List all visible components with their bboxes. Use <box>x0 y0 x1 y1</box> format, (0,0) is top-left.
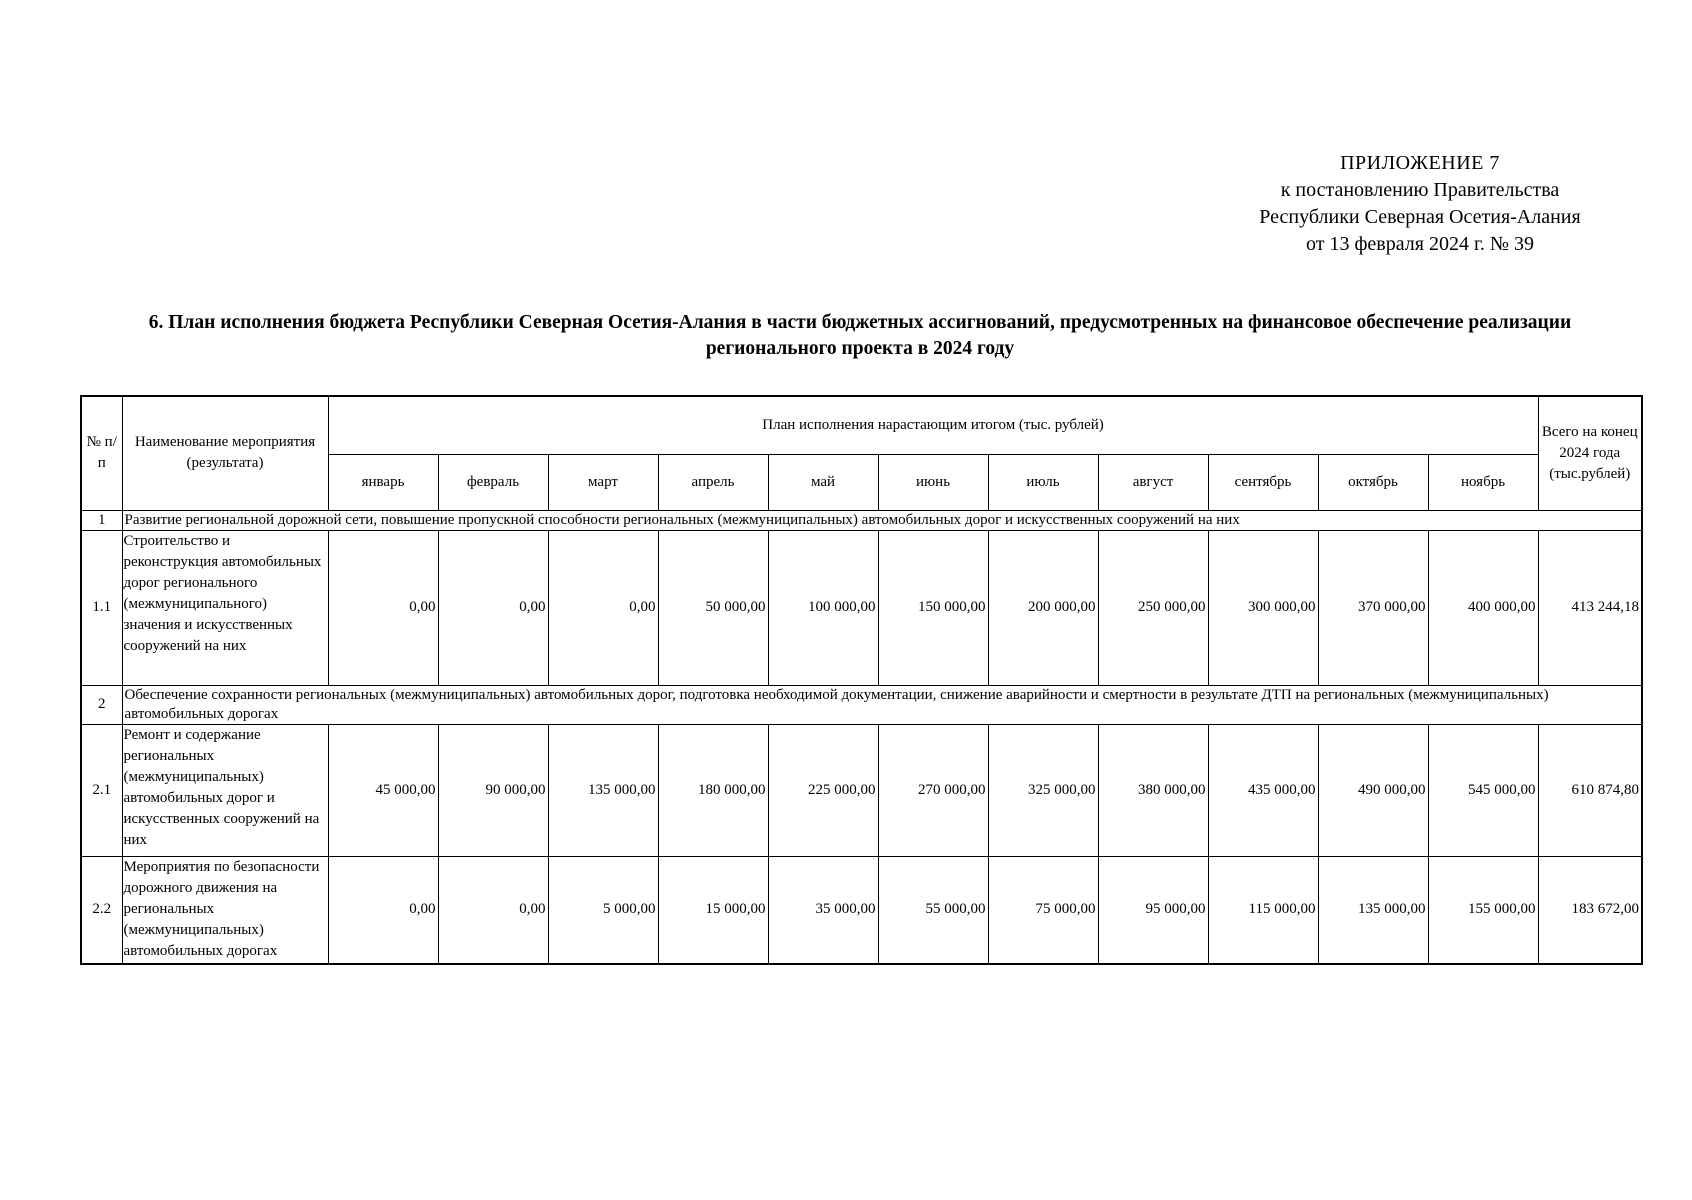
value-cell: 0,00 <box>328 530 438 685</box>
value-cell: 380 000,00 <box>1098 724 1208 856</box>
value-cell: 325 000,00 <box>988 724 1098 856</box>
heading-line-1: 6. План исполнения бюджета Республики Северная Осетия-Алания в части бюджетных ассигнований, предусмотренных на финансовое обеспечение реализации <box>148 312 1572 333</box>
appendix-line-2: Республики Северная Осетия-Алания <box>1259 206 1581 228</box>
header-month: июль <box>988 454 1098 510</box>
value-cell: 55 000,00 <box>878 856 988 964</box>
value-cell: 250 000,00 <box>1098 530 1208 685</box>
item-name: Ремонт и содержание региональных (межмуниципальных) автомобильных дорог и искусственных сооружений на них <box>122 724 328 856</box>
value-cell: 5 000,00 <box>548 856 658 964</box>
heading-line-2: регионального проекта в 2024 году <box>705 338 1015 359</box>
header-name: Наименование мероприятия (результата) <box>122 396 328 510</box>
item-name: Строительство и реконструкция автомобильных дорог регионального (межмуниципального) значения и искусственных сооружений на них <box>122 530 328 685</box>
value-cell: 90 000,00 <box>438 724 548 856</box>
appendix-line-3: от 13 февраля 2024 г. № 39 <box>1305 233 1535 255</box>
value-cell: 200 000,00 <box>988 530 1098 685</box>
value-cell: 0,00 <box>548 530 658 685</box>
appendix-block <box>1240 150 1600 258</box>
value-cell: 370 000,00 <box>1318 530 1428 685</box>
total-cell: 413 244,18 <box>1538 530 1642 685</box>
value-cell: 0,00 <box>438 856 548 964</box>
header-month: февраль <box>438 454 548 510</box>
header-month: апрель <box>658 454 768 510</box>
header-month: октябрь <box>1318 454 1428 510</box>
section-num: 1 <box>81 510 122 530</box>
value-cell: 435 000,00 <box>1208 724 1318 856</box>
header-month: июнь <box>878 454 988 510</box>
appendix-title: ПРИЛОЖЕНИЕ 7 <box>1340 152 1500 174</box>
value-cell: 135 000,00 <box>548 724 658 856</box>
header-plan: План исполнения нарастающим итогом (тыс. рублей) <box>328 396 1538 454</box>
value-cell: 95 000,00 <box>1098 856 1208 964</box>
value-cell: 75 000,00 <box>988 856 1098 964</box>
value-cell: 115 000,00 <box>1208 856 1318 964</box>
item-num: 1.1 <box>81 530 122 685</box>
item-num: 2.2 <box>81 856 122 964</box>
value-cell: 15 000,00 <box>658 856 768 964</box>
total-cell: 183 672,00 <box>1538 856 1642 964</box>
value-cell: 45 000,00 <box>328 724 438 856</box>
item-name: Мероприятия по безопасности дорожного движения на региональных (межмуниципальных) автомобильных дорогах <box>122 856 328 964</box>
header-total: Всего на конец 2024 года (тыс.рублей) <box>1538 396 1642 510</box>
value-cell: 490 000,00 <box>1318 724 1428 856</box>
value-cell: 270 000,00 <box>878 724 988 856</box>
section-num: 2 <box>81 685 122 724</box>
header-month: март <box>548 454 658 510</box>
value-cell: 135 000,00 <box>1318 856 1428 964</box>
value-cell: 150 000,00 <box>878 530 988 685</box>
section-title: Обеспечение сохранности региональных (межмуниципальных) автомобильных дорог, подготовка необходимой документации, снижение аварийности и смертности в результате ДТП на региональных (межмуниципальных) автомобильных дорогах <box>122 685 1642 724</box>
header-month: сентябрь <box>1208 454 1318 510</box>
value-cell: 155 000,00 <box>1428 856 1538 964</box>
value-cell: 400 000,00 <box>1428 530 1538 685</box>
header-month: ноябрь <box>1428 454 1538 510</box>
header-month: январь <box>328 454 438 510</box>
value-cell: 0,00 <box>438 530 548 685</box>
section-row <box>81 685 1642 724</box>
value-cell: 225 000,00 <box>768 724 878 856</box>
value-cell: 100 000,00 <box>768 530 878 685</box>
table-row <box>81 724 1642 856</box>
header-month: май <box>768 454 878 510</box>
document-heading <box>100 310 1620 362</box>
value-cell: 545 000,00 <box>1428 724 1538 856</box>
appendix-line-1: к постановлению Правительства <box>1280 179 1560 201</box>
total-cell: 610 874,80 <box>1538 724 1642 856</box>
item-num: 2.1 <box>81 724 122 856</box>
header-num: № п/п <box>81 396 122 510</box>
value-cell: 50 000,00 <box>658 530 768 685</box>
value-cell: 35 000,00 <box>768 856 878 964</box>
value-cell: 300 000,00 <box>1208 530 1318 685</box>
section-title: Развитие региональной дорожной сети, повышение пропускной способности региональных (межмуниципальных) автомобильных дорог и искусственных сооружений на них <box>122 510 1642 530</box>
section-row <box>81 510 1642 530</box>
budget-plan-table <box>80 395 1643 965</box>
header-month: август <box>1098 454 1208 510</box>
table-row <box>81 856 1642 964</box>
value-cell: 0,00 <box>328 856 438 964</box>
table-row <box>81 530 1642 685</box>
value-cell: 180 000,00 <box>658 724 768 856</box>
